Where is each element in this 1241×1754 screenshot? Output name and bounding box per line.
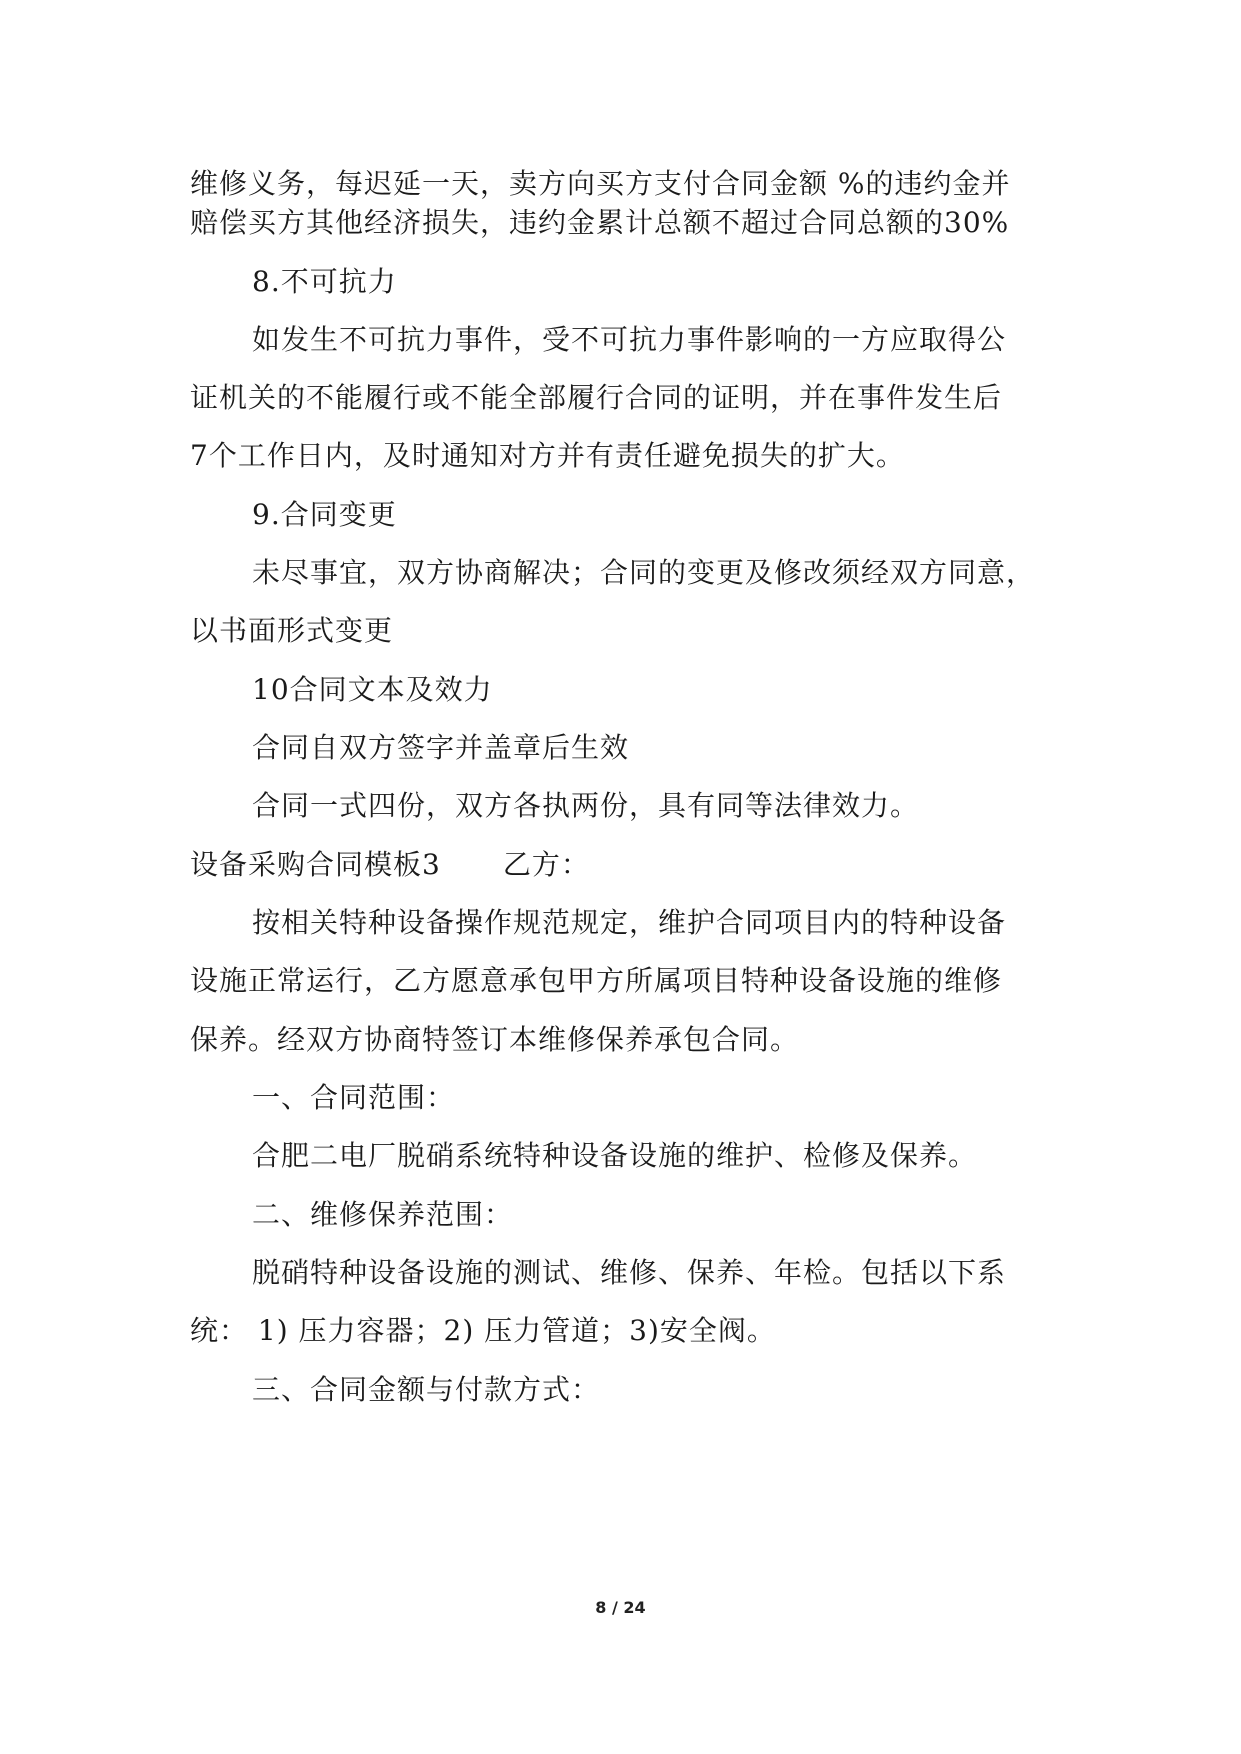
section-heading: 一、合同范围： (252, 1081, 456, 1114)
body-line: 未尽事宜，双方协商解决；合同的变更及修改须经双方同意， (252, 556, 1036, 589)
body-line: 证机关的不能履行或不能全部履行合同的证明，并在事件发生后 (190, 381, 1003, 414)
body-line: 统： 1) 压力容器；2) 压力管道；3)安全阀。 (190, 1314, 776, 1347)
body-line: 按相关特种设备操作规范规定，维护合同项目内的特种设备 (252, 906, 1007, 939)
party-b-label: 乙方： (502, 848, 590, 881)
body-line: 赔偿买方其他经济损失，违约金累计总额不超过合同总额的30% (190, 206, 1010, 239)
body-line: 7个工作日内，及时通知对方并有责任避免损失的扩大。 (190, 439, 905, 472)
body-line: 如发生不可抗力事件，受不可抗力事件影响的一方应取得公 (252, 323, 1007, 356)
body-line: 保养。经双方协商特签订本维修保养承包合同。 (190, 1023, 800, 1056)
body-line: 合肥二电厂脱硝系统特种设备设施的维护、检修及保养。 (252, 1139, 978, 1172)
template-title-line (190, 845, 590, 885)
section-heading: 9.合同变更 (252, 498, 397, 531)
page-number: 8 / 24 (595, 1598, 646, 1617)
section-heading: 10合同文本及效力 (252, 673, 493, 706)
body-line: 维修义务，每迟延一天，卖方向买方支付合同金额 %的违约金并 (190, 167, 1011, 200)
section-heading: 三、合同金额与付款方式： (252, 1373, 601, 1406)
template-title: 设备采购合同模板3 (190, 848, 441, 881)
body-line: 以书面形式变更 (190, 614, 394, 647)
body-line: 合同自双方签字并盖章后生效 (252, 731, 630, 764)
section-heading: 8.不可抗力 (252, 265, 397, 298)
body-line: 脱硝特种设备设施的测试、维修、保养、年检。包括以下系 (252, 1256, 1007, 1289)
section-heading: 二、维修保养范围： (252, 1198, 514, 1231)
body-line: 设施正常运行，乙方愿意承包甲方所属项目特种设备设施的维修 (190, 964, 1003, 997)
body-line: 合同一式四份，双方各执两份，具有同等法律效力。 (252, 789, 920, 822)
